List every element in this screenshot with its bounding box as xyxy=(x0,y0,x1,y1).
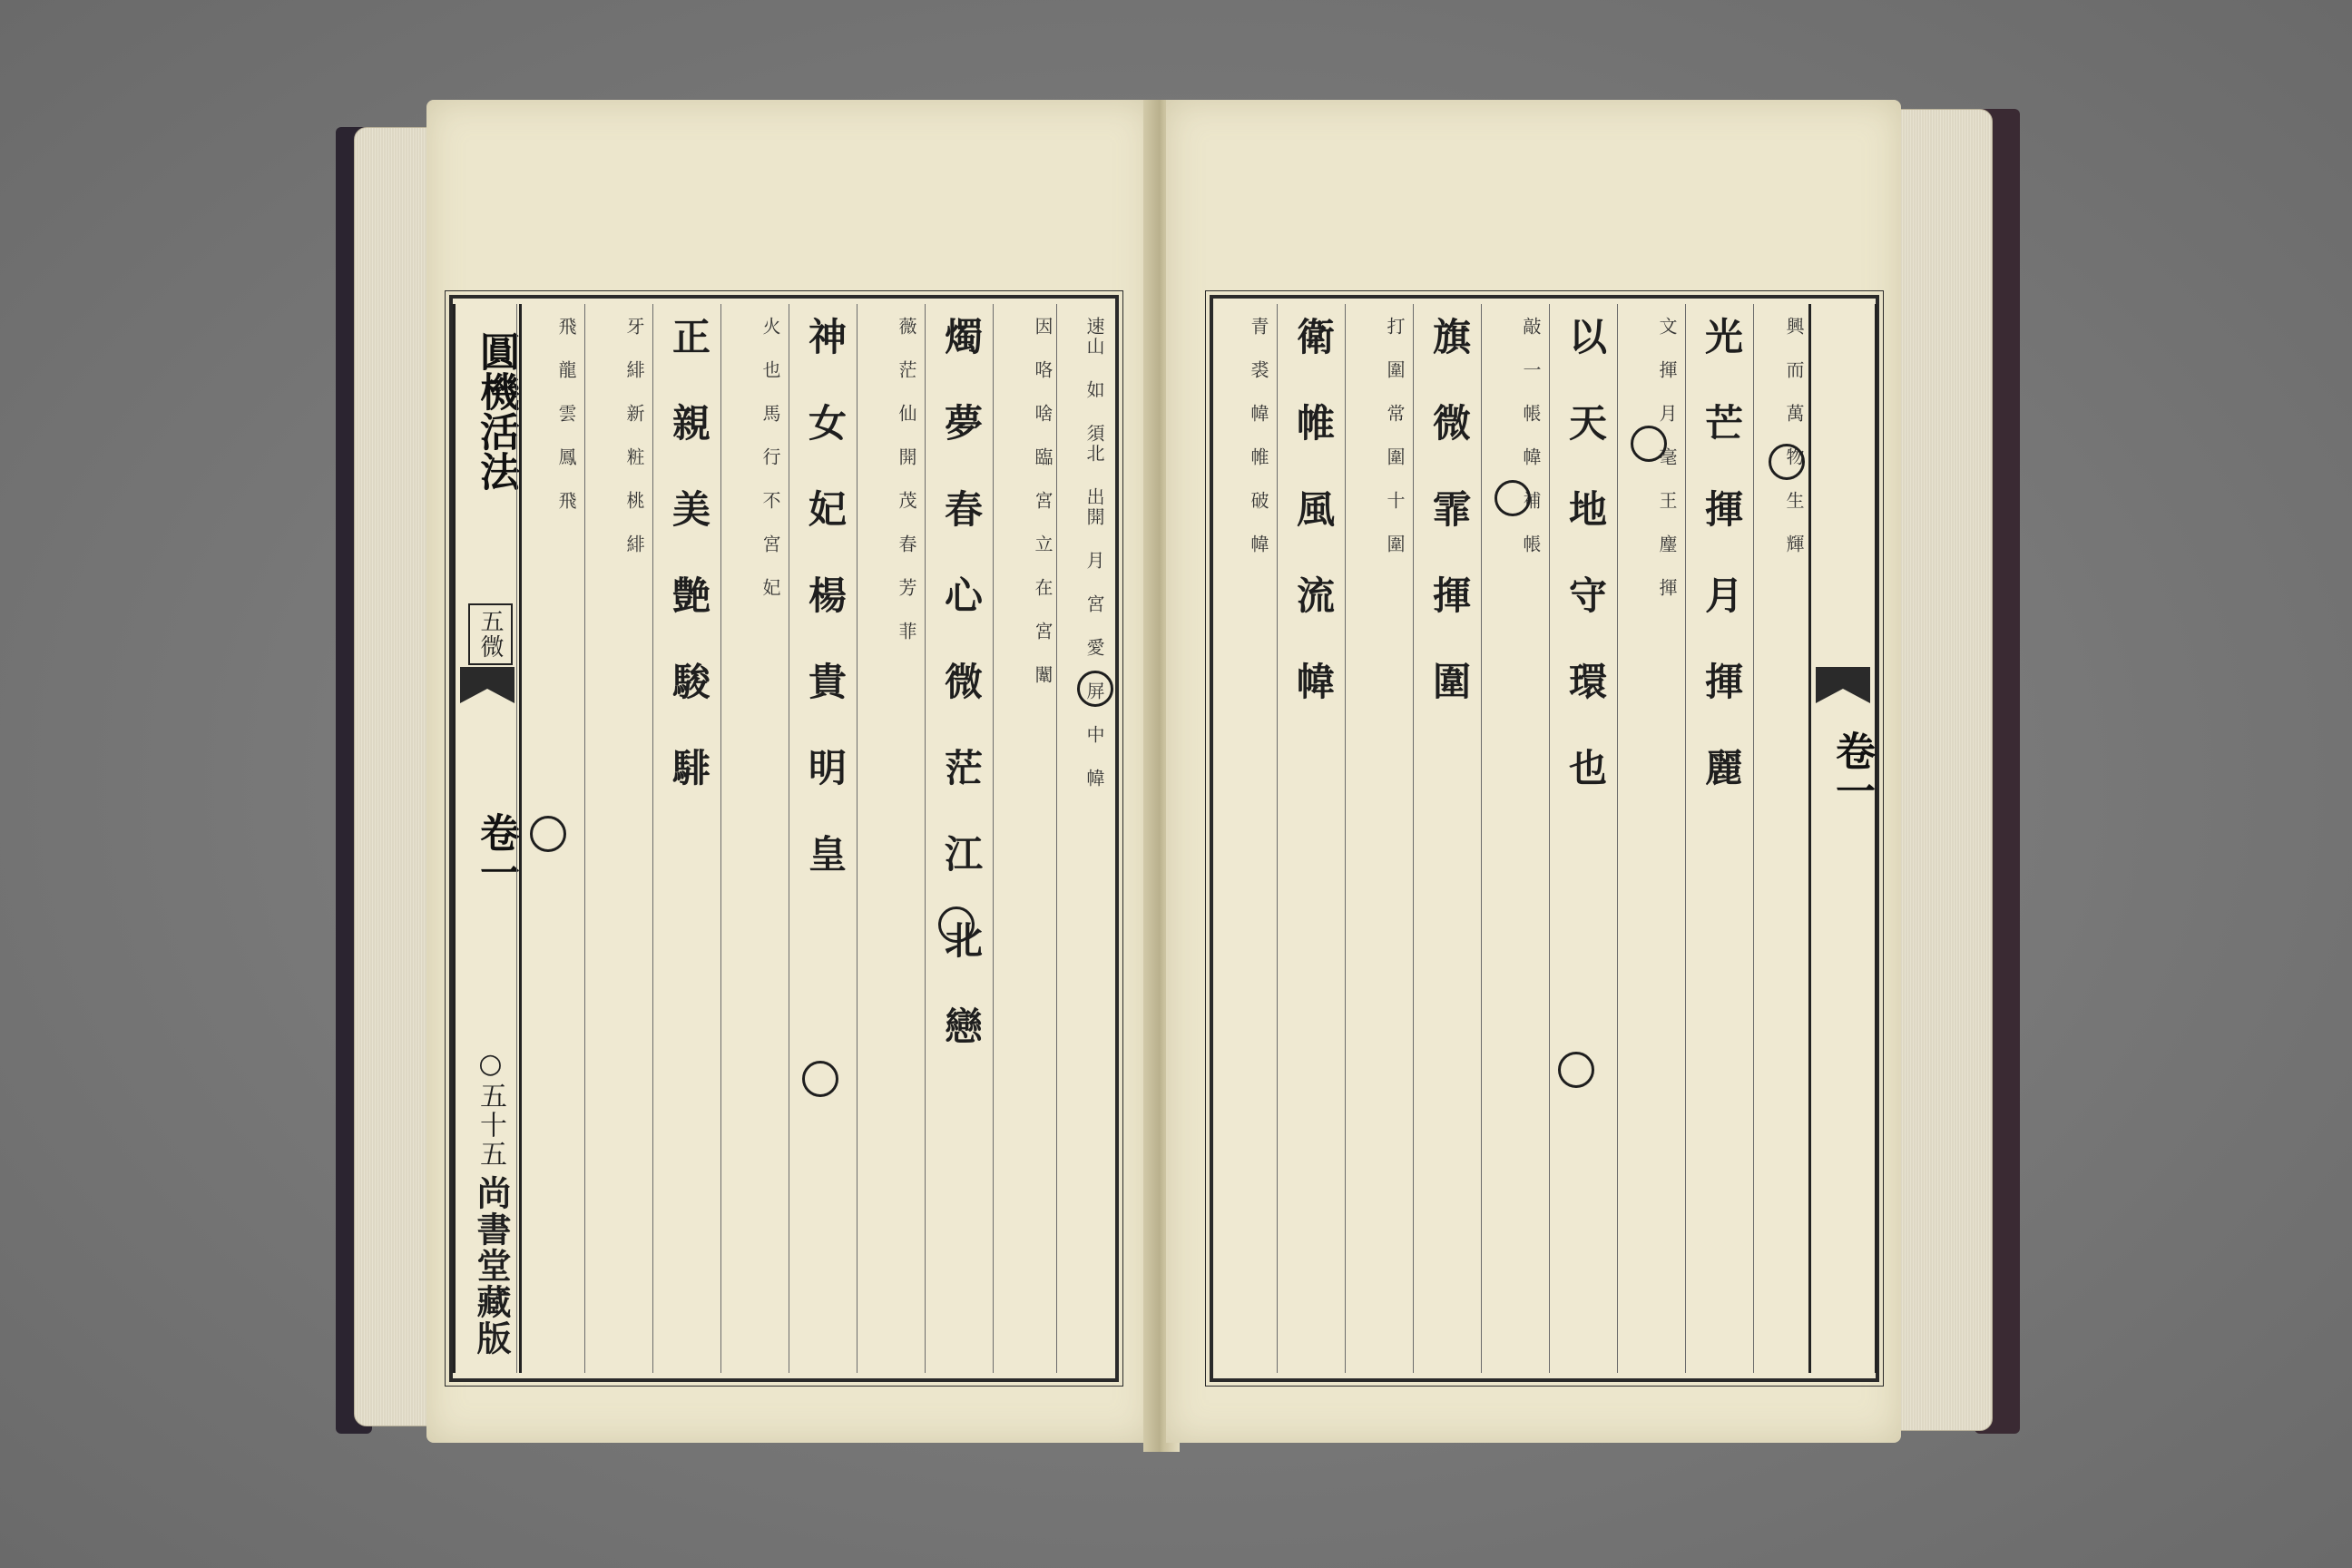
text-column-3: 正 親 美 艶 駿 騑 xyxy=(667,317,711,788)
text-column-r6: 旗 微 霏 揮 圍 xyxy=(1427,317,1472,701)
circle-marker-icon xyxy=(1558,1052,1594,1088)
right-margin-title: 卷一 xyxy=(1828,730,1875,810)
text-column-r1: 興 而 萬 物 生 輝 xyxy=(1783,317,1805,554)
left-margin-title: 圓機活法 xyxy=(473,331,519,491)
column-rule xyxy=(1413,304,1414,1373)
text-column-r4: 以 天 地 守 環 也 xyxy=(1563,317,1608,788)
section-label: 五微 xyxy=(468,603,513,665)
volume-label: 卷一 xyxy=(473,812,519,892)
right-margin-column xyxy=(1808,304,1877,1373)
left-page-frame xyxy=(449,295,1119,1382)
text-column-9: 速山 如 須北 出開 月 宮 愛 屏 中 幃 xyxy=(1083,317,1105,789)
circle-marker-icon xyxy=(1769,444,1805,480)
text-column-1: 飛 龍 雲 鳳 飛 xyxy=(555,317,577,511)
circle-marker-icon xyxy=(530,816,566,852)
text-column-r5: 敲 一 帳 幃 補 帳 xyxy=(1520,317,1542,554)
column-rule xyxy=(516,304,517,1373)
column-rule xyxy=(1685,304,1686,1373)
text-column-5: 神 女 妃 楊 貴 明 皇 xyxy=(803,317,848,874)
text-column-r2: 光 芒 揮 月 揮 麗 xyxy=(1700,317,1744,788)
text-column-r8: 衛 帷 風 流 幃 xyxy=(1291,317,1336,701)
fish-tail-mark-icon xyxy=(460,667,514,703)
left-margin-column xyxy=(453,304,522,1373)
text-column-r3: 文 揮 月 毫 王 麈 揮 xyxy=(1656,317,1678,598)
column-rule xyxy=(1753,304,1754,1373)
page-number: ○五十五 xyxy=(475,1048,506,1169)
publisher-mark: 尚書堂藏版 xyxy=(471,1175,512,1357)
text-column-6: 薇 茫 仙 開 茂 春 芳 菲 xyxy=(896,317,917,642)
text-column-r9: 青 裘 幃 帷 破 幃 xyxy=(1248,317,1269,554)
right-page xyxy=(1166,100,1901,1443)
column-rule xyxy=(1617,304,1618,1373)
column-rule xyxy=(652,304,653,1373)
circle-marker-icon xyxy=(1631,426,1667,462)
text-column-r7: 打 圍 常 圍 十 圍 xyxy=(1384,317,1406,554)
column-rule xyxy=(925,304,926,1373)
column-rule xyxy=(993,304,994,1373)
circle-marker-icon xyxy=(1077,671,1113,707)
open-book xyxy=(336,100,2020,1479)
column-rule xyxy=(1549,304,1550,1373)
column-rule xyxy=(584,304,585,1373)
text-column-7: 燭 夢 春 心 微 茫 江 北 戀 xyxy=(939,317,984,1046)
text-column-8: 因 咯 啥 臨 宮 立 在 宮 闈 xyxy=(1032,317,1054,685)
column-rule xyxy=(1481,304,1482,1373)
text-column-2: 牙 緋 新 粧 桃 緋 xyxy=(623,317,645,554)
circle-marker-icon xyxy=(1494,480,1531,516)
column-rule xyxy=(1345,304,1346,1373)
circle-marker-icon xyxy=(938,906,975,943)
fish-tail-mark-icon xyxy=(1816,667,1870,703)
column-rule xyxy=(1056,304,1057,1373)
circle-marker-icon xyxy=(802,1061,838,1097)
column-rule xyxy=(857,304,858,1373)
left-page xyxy=(426,100,1152,1443)
right-page-frame xyxy=(1210,295,1879,1382)
column-rule xyxy=(1277,304,1278,1373)
text-column-4: 火 也 馬 行 不 宮 妃 xyxy=(760,317,781,598)
column-rule xyxy=(720,304,721,1373)
